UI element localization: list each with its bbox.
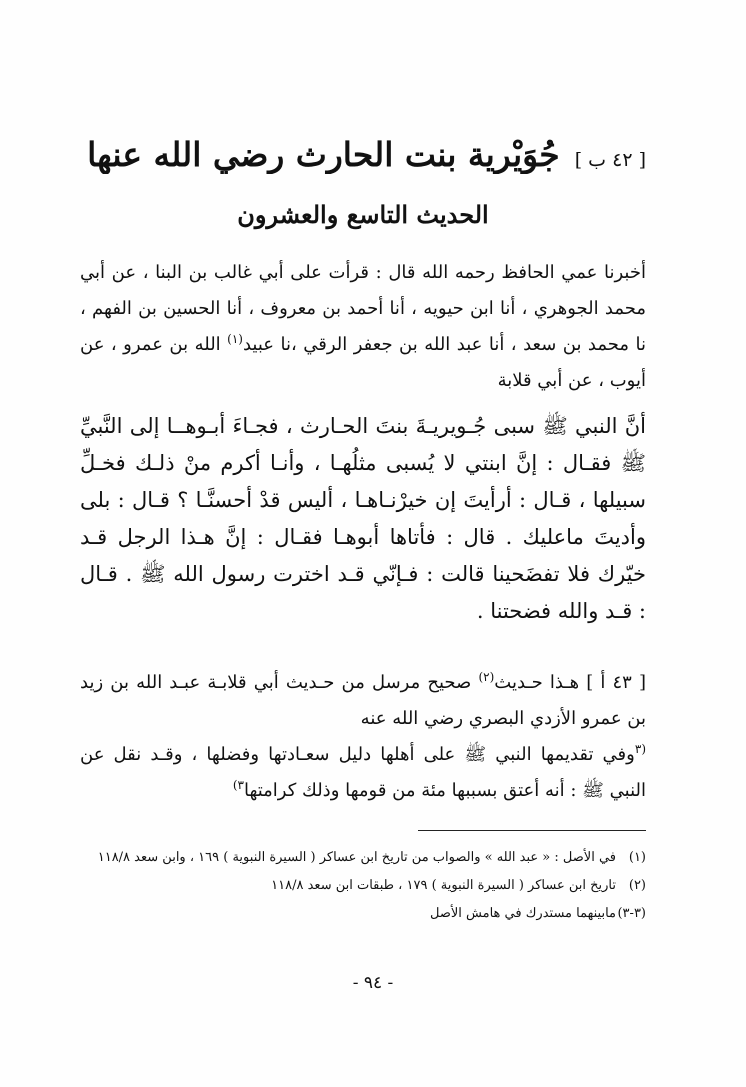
footnote-number: (٣-٣) bbox=[617, 906, 646, 921]
isnad-paragraph bbox=[80, 255, 646, 399]
chapter-name: جُوَيْرِية بنت الحارث رضي الله عنها bbox=[87, 135, 560, 174]
commentary-section bbox=[80, 665, 646, 809]
chapter-title bbox=[80, 135, 646, 174]
footnote-ref-3-close: ٣) bbox=[232, 778, 244, 792]
footnotes-section bbox=[80, 846, 646, 930]
footnote-ref-3-open: (٣ bbox=[634, 742, 646, 756]
footnote-divider bbox=[418, 830, 646, 831]
footnote-text: مابينهما مستدرك في هامش الأصل bbox=[430, 906, 616, 921]
footnote-text: في الأصل : « عبد الله » والصواب من تاريخ ابن عساكر ( السيرة النبوية ) ١٦٩ ، وابن سعد ١١٨/٨ bbox=[97, 850, 616, 865]
commentary-paragraph-1: [ ٤٣ أ ] هـذا حـديث$^{(٢)}$ صحيح مرسل من حـديث أبي قلابـة عبـد الله بن زيد بن عمرو الأزدي البصري رضي الله عنه bbox=[80, 670, 646, 729]
chapter-folio-ref: [ ٤٢ ب ] bbox=[574, 149, 646, 171]
footnote bbox=[80, 902, 646, 926]
commentary-paragraph-2: $^{(٣}$وفي تقديمها النبي ﷺ على أهلها دليل سعـادتها وفضلها ، وقـد نقل عن النبي ﷺ : أنه أعتق بسببها مئة من قومها وذلك كرامتها$^{٣)}$ bbox=[80, 742, 646, 801]
footnote-text: تاريخ ابن عساكر ( السيرة النبوية ) ١٧٩ ، طبقات ابن سعد ١١٨/٨ bbox=[271, 878, 616, 893]
footnote-number: (١) bbox=[628, 850, 646, 865]
hadith-heading: الحديث التاسع والعشرون bbox=[237, 200, 489, 229]
footnote-ref-1: (١) bbox=[227, 332, 243, 346]
footnote-number: (٢) bbox=[628, 878, 646, 893]
footnote bbox=[80, 846, 646, 870]
isnad-text: أخبرنا عمي الحافظ رحمه الله قال : قرأت على أبي غالب بن البنا ، عن أبي محمد الجوهري ، أنا ابن حيويه ، أنا أحمد بن معروف ، أنا الحسين بن الفهم ، نا محمد بن سعد ، أنا عبد الله بن جعفر الرقي ،نا عبيد$^{(١)}$ الله بن عمرو ، عن أيوب ، عن أبي قلابة bbox=[80, 262, 647, 391]
footnote-ref-2: (٢) bbox=[478, 670, 495, 684]
matn-paragraph bbox=[80, 408, 646, 630]
page-number: - ٩٤ - bbox=[352, 973, 394, 993]
footnote bbox=[80, 874, 646, 898]
matn-text: أنَّ النبي ﷺ سبى جُـويريـةَ بنتَ الحـارث ، فجـاءَ أبـوهــا إلى النَّبيِّ ﷺ فقـال : إنَّ ابنتي لا يُسبى مثلُهـا ، وأنـا أكرم منْ ذلـك فخـلِّ سبيلها ، قـال : أرأيتَ إن خيرْنـاهـا ، أليس قدْ أحسنَّـا ؟ قـال : بلى وأديتَ ماعليك . قال : فأتاها أبوهـا فقـال : إنَّ هـذا الرجل قـد خيّرك فلا تفضَحينا قالت : فـإنّي قـد اخترت رسول الله ﷺ . قـال : قـد والله فضحتنا . bbox=[80, 414, 646, 623]
